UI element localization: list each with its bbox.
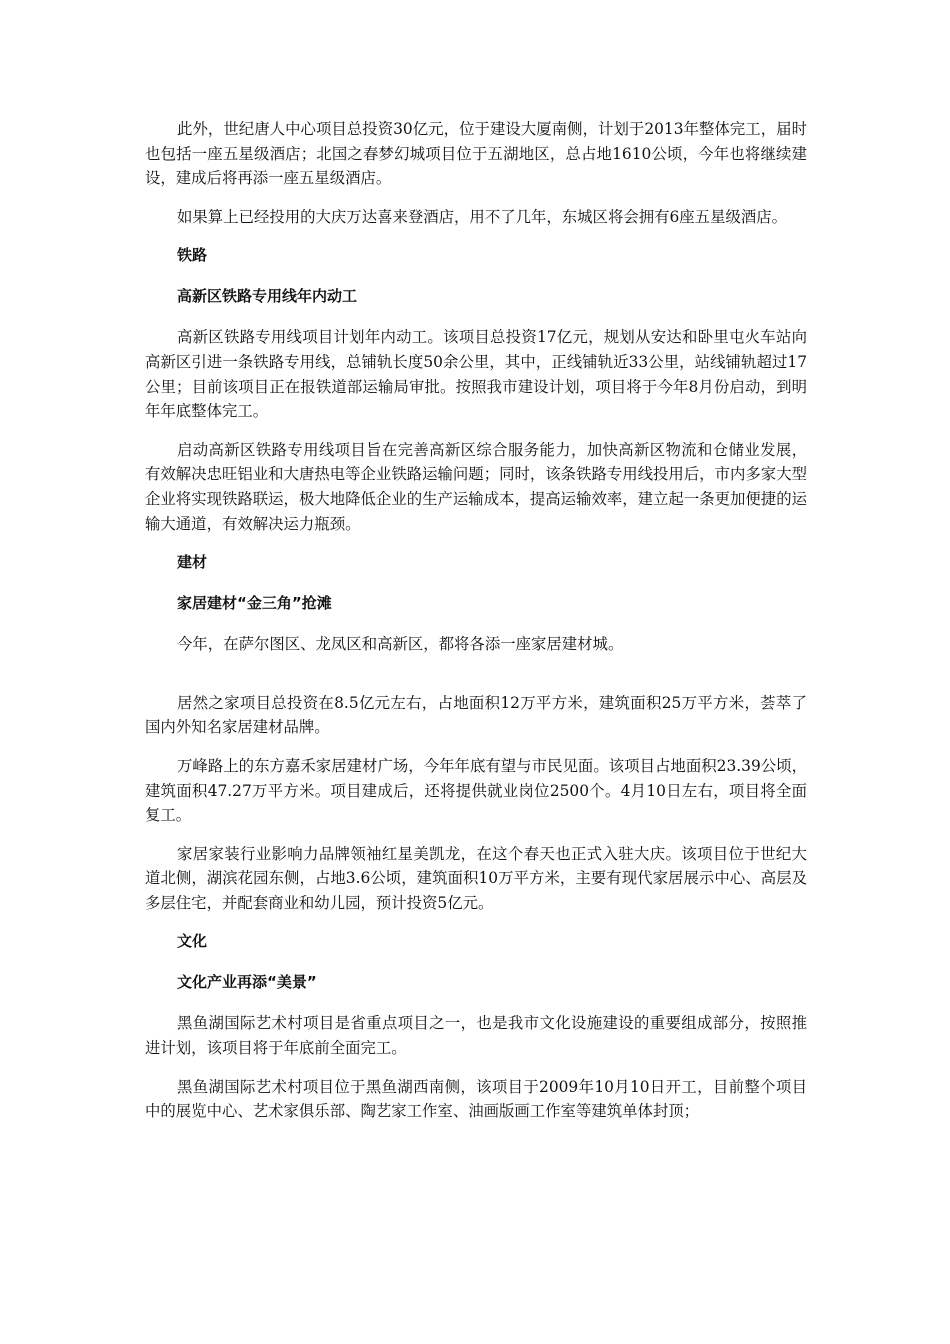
document-page bbox=[145, 117, 807, 1138]
paragraph: 家居家装行业影响力品牌领袖红星美凯龙，在这个春天也正式入驻大庆。该项目位于世纪大道北侧，湖滨花园东侧，占地3.6公顷，建筑面积10万平方米，主要有现代家居展示中心、高层及多层住宅，并配套商业和幼儿园，预计投资5亿元。 bbox=[145, 844, 807, 912]
section-heading: 建材 bbox=[177, 553, 208, 572]
paragraph: 如果算上已经投用的大庆万达喜来登酒店，用不了几年，东城区将会拥有6座五星级酒店。 bbox=[177, 207, 788, 226]
paragraph: 此外，世纪唐人中心项目总投资30亿元，位于建设大厦南侧，计划于2013年整体完工，届时也包括一座五星级酒店；北国之春梦幻城项目位于五湖地区，总占地1610公顷，今年也将继续建设，建成后将再添一座五星级酒店。 bbox=[145, 120, 807, 188]
paragraph: 万峰路上的东方嘉禾家居建材广场，今年年底有望与市民见面。该项目占地面积23.39公顷，建筑面积47.27万平方米。项目建成后，还将提供就业岗位2500个。4月10日左右，项目将全面复工。 bbox=[145, 756, 807, 825]
subsection-heading: 家居建材“金三角”抢滩 bbox=[177, 594, 332, 613]
section-heading: 文化 bbox=[177, 932, 208, 951]
paragraph: 居然之家项目总投资在8.5亿元左右，占地面积12万平方米，建筑面积25万平方米，荟萃了国内外知名家居建材品牌。 bbox=[145, 693, 807, 737]
paragraph: 黑鱼湖国际艺术村项目是省重点项目之一，也是我市文化设施建设的重要组成部分，按照推进计划，该项目将于年底前全面完工。 bbox=[145, 1014, 807, 1058]
subsection-heading: 文化产业再添“美景” bbox=[177, 973, 317, 992]
subsection-heading: 高新区铁路专用线年内动工 bbox=[177, 287, 358, 306]
paragraph: 今年，在萨尔图区、龙凤区和高新区，都将各添一座家居建材城。 bbox=[177, 635, 624, 654]
paragraph: 黑鱼湖国际艺术村项目位于黑鱼湖西南侧，该项目于2009年10月10日开工，目前整个项目中的展览中心、艺术家俱乐部、陶艺家工作室、油画版画工作室等建筑单体封顶； bbox=[145, 1077, 807, 1121]
paragraph: 高新区铁路专用线项目计划年内动工。该项目总投资17亿元，规划从安达和卧里屯火车站向高新区引进一条铁路专用线，总铺轨长度50余公里，其中，正线铺轨近33公里，站线铺轨超过17公里；目前该项目正在报铁道部运输局审批。按照我市建设计划，项目将于今年8月份启动，到明年年底整体完工。 bbox=[145, 328, 807, 421]
paragraph: 启动高新区铁路专用线项目旨在完善高新区综合服务能力，加快高新区物流和仓储业发展，有效解决忠旺铝业和大唐热电等企业铁路运输问题；同时，该条铁路专用线投用后，市内多家大型企业将实现铁路联运，极大地降低企业的生产运输成本，提高运输效率，建立起一条更加便捷的运输大通道，有效解决运力瓶颈。 bbox=[145, 440, 807, 533]
section-heading: 铁路 bbox=[177, 246, 208, 265]
